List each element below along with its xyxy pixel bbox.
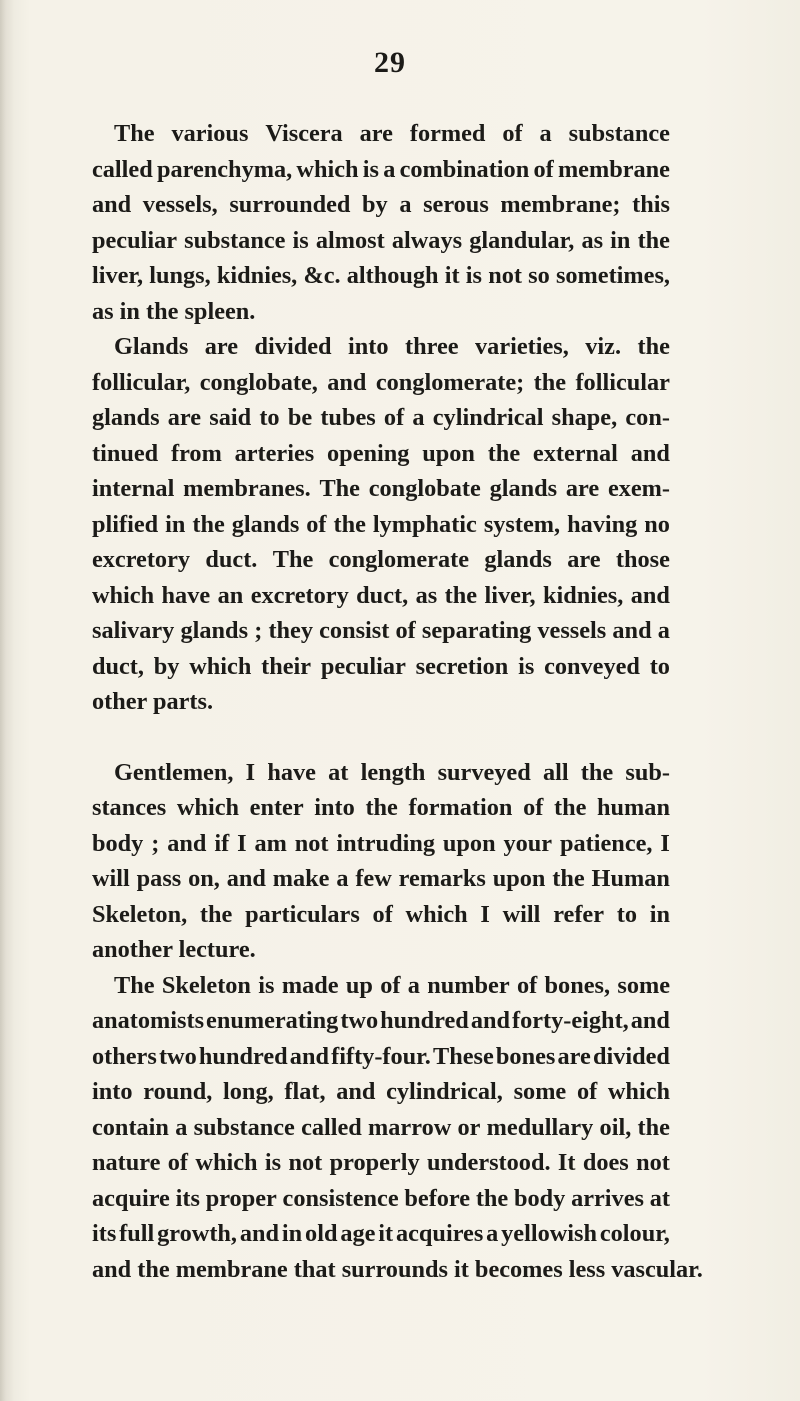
text-line: plified in the glands of the lymphatic system, having no (92, 510, 670, 538)
text-line: its full growth, and in old age it acquires a yellowish colour, (92, 1220, 670, 1247)
text-line: another lecture. (92, 936, 256, 963)
text-line: liver, lungs, kidnies, &c. although it is not so sometimes, (92, 262, 670, 289)
page-number: 29 (374, 46, 406, 79)
paragraph (92, 755, 670, 968)
text-line: anatomists enumerating two hundred and forty-eight, and (92, 1007, 670, 1034)
text-line: into round, long, flat, and cylindrical, some of which (92, 1078, 670, 1105)
text-line: acquire its proper consistence before the body arrives at (92, 1184, 670, 1212)
paragraph (92, 116, 670, 329)
text-line: The various Viscera are formed of a substance (114, 120, 670, 147)
text-line: glands are said to be tubes of a cylindrical shape, con- (92, 404, 670, 431)
text-line: duct, by which their peculiar secretion is conveyed to (92, 652, 670, 680)
text-line: called parenchyma, which is a combination of membrane (92, 155, 670, 183)
page-body-text (92, 116, 703, 1287)
binding-edge (0, 0, 14, 1401)
text-line: contain a substance called marrow or medullary oil, the (92, 1113, 670, 1141)
text-line: The Skeleton is made up of a number of bones, some (114, 971, 670, 999)
text-line: other parts. (92, 688, 214, 715)
text-line: body ; and if I am not intruding upon your patience, I (92, 829, 670, 857)
text-line: others two hundred and fifty-four. These bones are divided (92, 1042, 670, 1070)
text-line: excretory duct. The conglomerate glands are those (92, 546, 670, 573)
text-line: internal membranes. The conglobate glands are exem- (92, 475, 670, 502)
text-line: peculiar substance is almost always glandular, as in the (92, 226, 670, 254)
text-line: stances which enter into the formation of the human (92, 794, 670, 821)
text-line: salivary glands ; they consist of separating vessels and a (92, 617, 670, 644)
text-line: and vessels, surrounded by a serous membrane; this (92, 191, 670, 218)
paragraph (92, 968, 703, 1288)
text-line: follicular, conglobate, and conglomerate; the follicular (92, 368, 670, 396)
paragraph (92, 329, 670, 720)
text-line: Gentlemen, I have at length surveyed all the sub- (114, 758, 670, 786)
paragraph-gap (92, 720, 670, 755)
text-line: which have an excretory duct, as the liver, kidnies, and (92, 581, 670, 609)
text-line: nature of which is not properly understood. It does not (92, 1149, 670, 1176)
text-line: Glands are divided into three varieties, viz. the (114, 333, 670, 360)
text-line: as in the spleen. (92, 297, 256, 325)
text-line: and the membrane that surrounds it becomes less vascular. (92, 1255, 703, 1283)
text-line: Skeleton, the particulars of which I will refer to in (92, 900, 670, 928)
text-line: will pass on, and make a few remarks upon the Human (92, 865, 670, 892)
text-line: tinued from arteries opening upon the external and (92, 439, 670, 467)
